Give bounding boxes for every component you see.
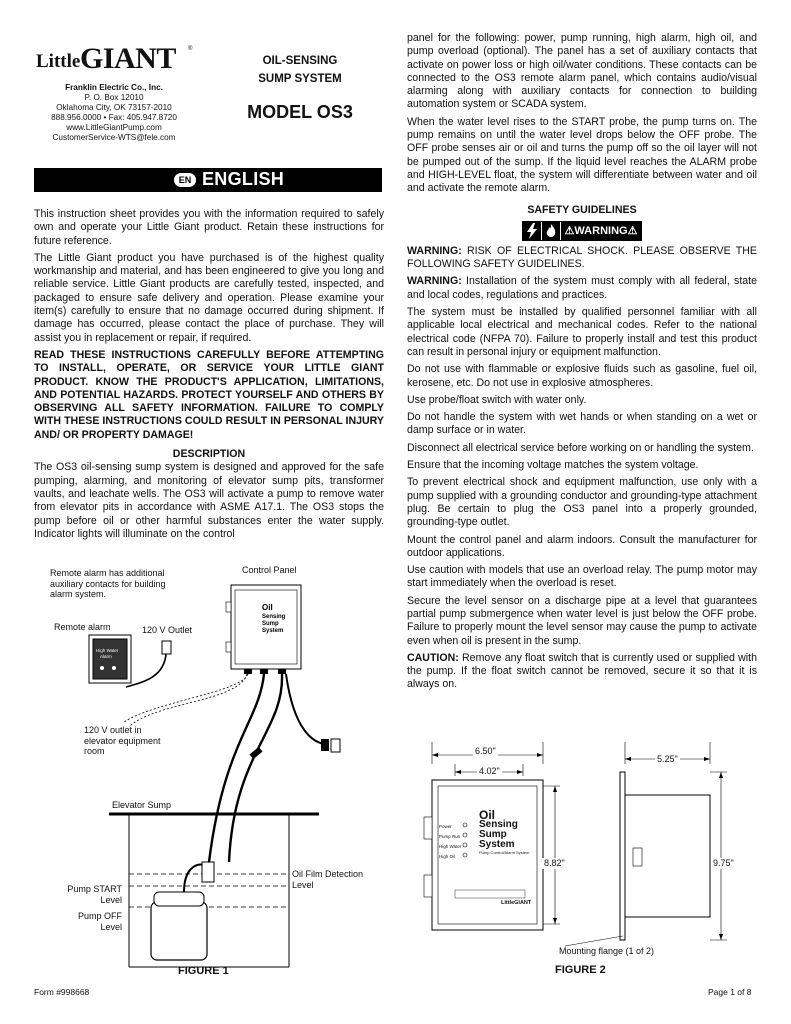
description-continued: panel for the following: power, pump running, high alarm, high oil, and pump overload (optional). The panel has a set of auxiliary contacts that activate on power loss or high oil/water conditions. These contacts can be connected to the OS3 remote alarm panel, which contains audio/visual alarming along with auxiliary contacts for connection to building automation system or SCADA system.	[407, 32, 757, 111]
company-email: CustomerService-WTS@fele.com	[52, 133, 176, 142]
panel-title-line-2: Sensing	[479, 819, 518, 830]
safety-item-text: Do not use with flammable or explosive fluids such as gasoline, fuel oil, kerosene, etc. Do not use in explosive atmospheres.	[407, 363, 757, 389]
equipment-room-outlet-label: 120 V outlet in elevator equipment room	[84, 725, 161, 756]
safety-heading: SAFETY GUIDELINES	[527, 203, 637, 216]
outlet-label: 120 V Outlet	[142, 625, 193, 635]
safety-item-text: To prevent electrical shock and equipment malfunction, use only with a pump supplied with a grounding conductor and grounding-type attachment plug. Be certain to plug the OS3 panel into a properly grounded, grounding-type outlet.	[407, 476, 757, 529]
left-column	[34, 208, 384, 545]
logo-little: Little	[36, 51, 81, 72]
svg-text:Sump: Sump	[262, 621, 279, 627]
safety-item-text: Use probe/float switch with water only.	[407, 393, 587, 406]
safety-item	[407, 595, 757, 648]
company-info	[34, 83, 194, 143]
product-title	[210, 55, 390, 123]
led-label-high-water: High Water	[439, 844, 462, 849]
warning-symbols	[407, 221, 757, 241]
safety-item	[407, 534, 757, 561]
panel-brand: LittleGIANT	[501, 900, 532, 906]
safety-item	[407, 476, 757, 529]
page-number: Page 1 of 8	[708, 987, 752, 997]
safety-item-text: Secure the level sensor on a discharge pipe at a level that guarantees partial pump submergence when water level is just below the OFF probe. Failure to properly mount the level sensor may cause the pump to activate even when oil is present in the sump.	[407, 594, 757, 647]
warning-badge-label: WARNING	[574, 224, 628, 237]
led-label-pump-run: Pump Run	[439, 834, 461, 839]
svg-text:Sensing: Sensing	[262, 614, 286, 620]
safety-item-text: Ensure that the incoming voltage matches the system voltage.	[407, 459, 699, 472]
warning-triangle-icon: ⚠	[627, 224, 638, 237]
dimension-width: 6.50"	[475, 746, 496, 756]
figure-1-caption: FIGURE 1	[178, 965, 229, 977]
pump-start-label: Pump START Level	[67, 884, 122, 905]
safety-item-lead: WARNING:	[407, 244, 462, 257]
svg-text:Oil: Oil	[262, 603, 273, 612]
safety-item	[407, 459, 757, 472]
safety-list	[407, 245, 757, 692]
safety-item	[407, 442, 757, 455]
warning-triangle-icon: ⚠	[564, 224, 575, 237]
panel-title-line-1: Oil	[479, 808, 496, 822]
logo: Little GIANT ®	[36, 42, 193, 75]
description-heading: DESCRIPTION	[172, 448, 246, 461]
safety-item	[407, 652, 757, 692]
svg-text:System: System	[262, 628, 284, 634]
company-web: www.LittleGiantPump.com	[66, 123, 162, 132]
safety-item-text: Use caution with models that use an overload relay. The pump motor may start immediately when the overload is reset.	[407, 564, 757, 590]
safety-item	[407, 306, 757, 359]
safety-item	[407, 411, 757, 438]
safety-item	[407, 275, 757, 302]
remote-alarm-note: Remote alarm has additional auxiliary contacts for building alarm system.	[50, 568, 166, 599]
language-label: ENGLISH	[202, 169, 285, 189]
dimension-inner-width: 4.02"	[479, 766, 500, 776]
panel-title-line-3: Sump	[479, 829, 507, 840]
safety-item-lead: CAUTION:	[407, 651, 459, 664]
product-line-1: OIL-SENSING	[262, 55, 338, 67]
safety-item-text: Do not handle the system with wet hands or when standing on a wet or damp surface or in water.	[407, 411, 757, 437]
company-address-1: P. O. Box 12010	[84, 93, 144, 102]
oil-film-label: Oil Film Detection Level	[292, 869, 364, 890]
safety-item-text: Remove any float switch that is currently used or supplied with the pump. If the float switch cannot be removed, secure it so that it is always on.	[407, 651, 757, 691]
form-number: Form #998668	[34, 987, 90, 997]
safety-item-text: Disconnect all electrical service before working on or handling the system.	[407, 441, 754, 454]
dimension-height: 8.82"	[544, 858, 565, 868]
safety-item-lead: WARNING:	[407, 275, 462, 288]
dimension-total-height: 9.75"	[713, 858, 734, 868]
company-name: Franklin Electric Co., Inc.	[65, 83, 163, 92]
operation-paragraph: When the water level rises to the START probe, the pump turns on. The pump remains on until the water level drops below the OFF probe. The OFF probe senses air or oil and turns the pump off so the oil layer will not be pumped out of the sump. If the liquid level reaches the ALARM probe and HIGH-LEVEL float, the system will differentiate between water and oil and activate the remote alarm.	[407, 115, 757, 195]
led-label-high-oil: High Oil	[439, 854, 456, 859]
fire-hazard-icon	[541, 222, 560, 240]
svg-text:High Water: High Water	[96, 648, 119, 653]
svg-text:Alarm: Alarm	[100, 654, 112, 659]
pump-off-label: Pump OFF Level	[77, 911, 122, 932]
remote-alarm-drawing	[89, 635, 131, 683]
safety-item-text: The system must be installed by qualified personnel familiar with all applicable local electrical and mechanical codes. Refer to the national electrical code (NFPA 70). Failure to properly install and test this product can result in personal injury or equipment malfunction.	[407, 306, 757, 358]
electric-shock-icon	[523, 222, 541, 240]
company-phone: 888.956.0000 • Fax: 405.947.8720	[51, 113, 177, 122]
safety-item-text: RISK OF ELECTRICAL SHOCK. PLEASE OBSERVE THE FOLLOWING SAFETY GUIDELINES.	[407, 244, 757, 271]
control-panel-label: Control Panel	[242, 565, 297, 575]
safety-item	[407, 363, 757, 390]
led-label-power: Power	[439, 824, 452, 829]
description-paragraph: The OS3 oil-sensing sump system is designed and approved for the safe pumping, alarming, and monitoring of elevator sump pits, transformer vaults, and leachate wells. The OS3 will activate a pump to remove water from elevator pits in accordance with ASME A17.1. The OS3 stops the pump before oil or other harmful substances enter the water supply. Indicator lights will illuminate on the control	[34, 461, 384, 540]
figure-1	[34, 562, 390, 982]
right-column	[407, 32, 757, 696]
safety-item	[407, 394, 757, 407]
safety-item	[407, 245, 757, 272]
language-badge: EN	[174, 173, 196, 187]
elevator-sump-label: Elevator Sump	[112, 800, 172, 810]
safety-item-text: Installation of the system must comply with all federal, state and local codes, regulations and practices.	[407, 275, 757, 301]
figure-2-caption: FIGURE 2	[555, 964, 606, 976]
product-line-2: SUMP SYSTEM	[258, 73, 342, 85]
panel-title-line-4: System	[479, 839, 515, 850]
mounting-flange-label: Mounting flange (1 of 2)	[559, 946, 655, 956]
control-panel-drawing	[226, 585, 301, 674]
dimension-depth: 5.25"	[657, 754, 678, 764]
company-address-2: Oklahoma City, OK 73157-2010	[56, 103, 172, 112]
intro-paragraph-2: The Little Giant product you have purchased is of the highest quality workmanship and material, and has been engineered to give you long and reliable service. Little Giant products are carefully tested, inspected, and packaged to ensure safe delivery and operation. Please examine your item(s) carefully to ensure that no damage occurred during shipment. If damage has occurred, please contact the place of purchase. They will assist you in replacement or repair, if required.	[34, 251, 384, 344]
remote-alarm-label: Remote alarm	[54, 622, 111, 632]
logo-giant: GIANT	[80, 42, 176, 75]
panel-led-labels	[439, 822, 461, 862]
front-panel-title	[479, 810, 529, 856]
safety-item-text: Mount the control panel and alarm indoors. Consult the manufacturer for outdoor applications.	[407, 533, 757, 559]
model-title: MODEL OS3	[247, 102, 353, 122]
intro-paragraph-1: This instruction sheet provides you with the information required to safely own and operate your Little Giant product. Retain these instructions for future reference.	[34, 208, 384, 247]
language-bar	[34, 168, 382, 192]
panel-subtitle: Pump Control/Alarm System	[479, 850, 530, 855]
warning-badge	[560, 222, 642, 240]
read-instructions-warning: READ THESE INSTRUCTIONS CAREFULLY BEFORE ATTEMPTING TO INSTALL, OPERATE, OR SERVICE YOUR LITTLE GIANT PRODUCT. KNOW THE PRODUCT'S APPLICATION, LIMITATIONS, AND POTENTIAL HAZARDS. PROTECT YOURSELF AND OTHERS BY OBSERVING ALL SAFETY INFORMATION. FAILURE TO COMPLY WITH THESE INSTRUCTIONS COULD RESULT IN PERSONAL INJURY AND/ OR PROPERTY DAMAGE!	[34, 348, 384, 441]
safety-item	[407, 564, 757, 591]
figure-2	[415, 742, 765, 982]
